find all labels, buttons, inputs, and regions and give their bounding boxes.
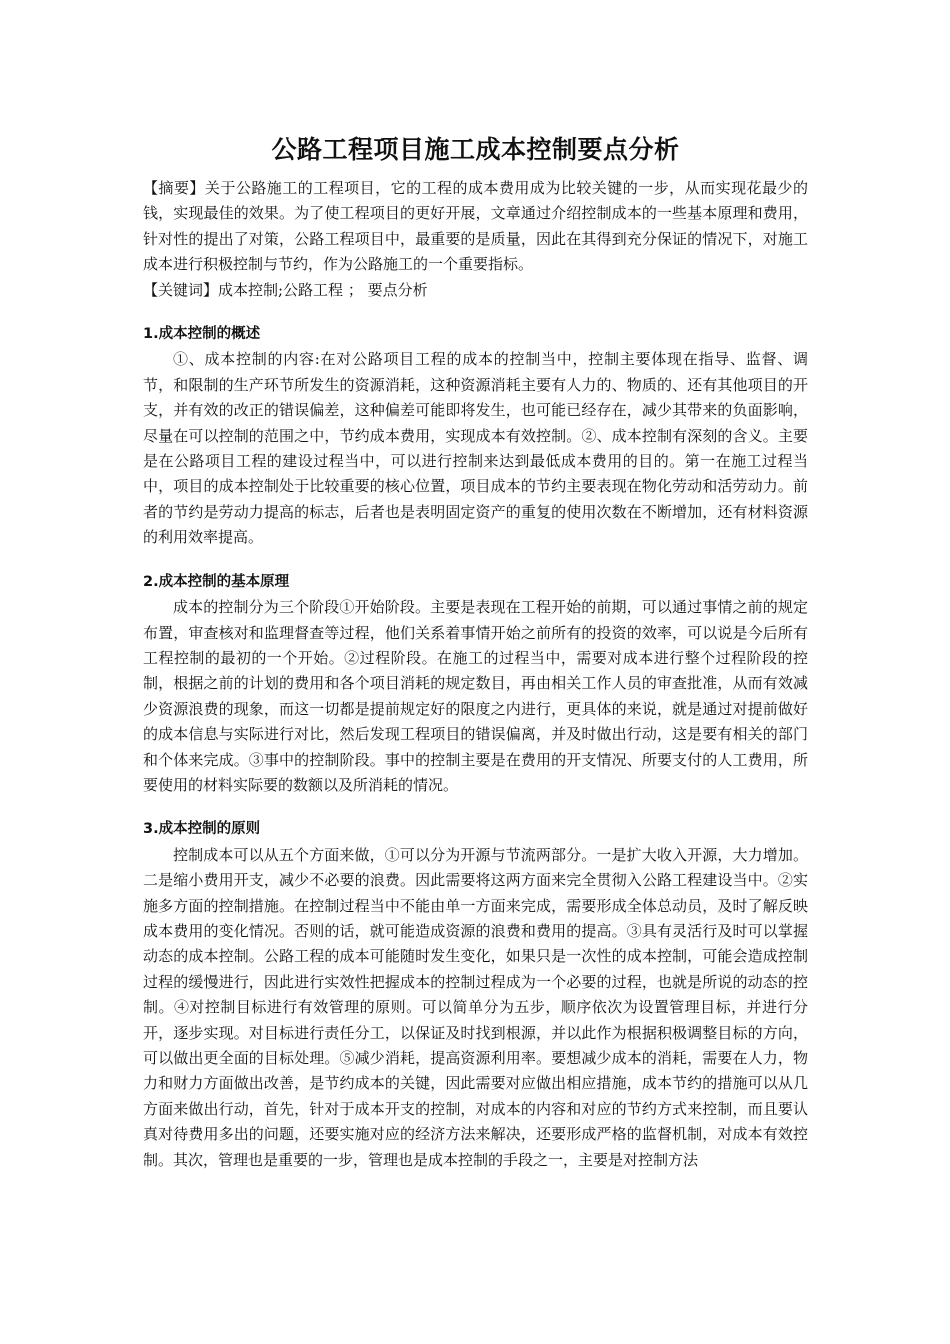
section-basic-principles [143, 570, 808, 799]
section-heading: 1.成本控制的概述 [143, 326, 261, 343]
section-overview [143, 322, 808, 551]
section-heading: 2.成本控制的基本原理 [143, 573, 290, 590]
document-body [143, 132, 808, 1173]
section-principles [143, 817, 808, 1173]
keywords-line: 【关键词】成本控制;公路工程 ； 要点分析 [143, 280, 428, 299]
section-heading: 3.成本控制的原则 [143, 821, 261, 838]
section-paragraph: 成本的控制分为三个阶段①开始阶段。主要是表现在工程开始的前期，可以通过事情之前的规定布置，审查核对和监理督查等过程，他们关系着事情开始之前所有的投资的效率，可以说是今后所有工程控制的最初的一个开始。②过程阶段。在施工的过程当中，需要对成本进行整个过程阶段的控制，根据之前的计划的费用和各个项目消耗的规定数目，再由相关工作人员的审查批准，从而有效减少资源浪费的现象，而这一切都是提前规定好的限度之内进行，更具体的来说，就是通过对提前做好的成本信息与实际进行对比，然后发现工程项目的错误偏离，并及时做出行动，这是要有相关的部门和个体来完成。③事中的控制阶段。事中的控制主要是在费用的开支情况、所要支付的人工费用，所要使用的材料实际要的数额以及所消耗的情况。 [143, 598, 808, 794]
abstract-paragraph: 【摘要】关于公路施工的工程项目，它的工程的成本费用成为比较关键的一步，从而实现花最少的钱，实现最佳的效果。为了使工程项目的更好开展，文章通过介绍控制成本的一些基本原理和费用，针对性的提出了对策，公路工程项目中，最重要的是质量，因此在其得到充分保证的情况下，对施工成本进行积极控制与节约，作为公路施工的一个重要指标。 [143, 179, 808, 274]
section-paragraph: ①、成本控制的内容:在对公路项目工程的成本的控制当中，控制主要体现在指导、监督、调节，和限制的生产环节所发生的资源消耗，这种资源消耗主要有人力的、物质的、还有其他项目的开支，并有效的改正的错误偏差，这种偏差可能即将发生，也可能已经存在，减少其带来的负面影响，尽量在可以控制的范围之中，节约成本费用，实现成本有效控制。②、成本控制有深刻的含义。主要是在公路项目工程的建设过程当中，可以进行控制来达到最低成本费用的目的。第一在施工过程当中，项目的成本控制处于比较重要的核心位置，项目成本的节约主要表现在物化劳动和活劳动力。前者的节约是劳动力提高的标志，后者也是表明固定资产的重复的使用次数在不断增加，还有材料资源的利用效率提高。 [143, 350, 808, 547]
document-title: 公路工程项目施工成本控制要点分析 [271, 135, 680, 164]
section-paragraph: 控制成本可以从五个方面来做，①可以分为开源与节流两部分。一是扩大收入开源，大力增加。二是缩小费用开支，减少不必要的浪费。因此需要将这两方面来完全贯彻入公路工程建设当中。②实施多方面的控制措施。在控制过程当中不能由单一方面来完成，需要形成全体总动员，及时了解反映成本费用的变化情况。否则的话，就可能造成资源的浪费和费用的提高。③具有灵活行及时可以掌握动态的成本控制。公路工程的成本可能随时发生变化，如果只是一次性的成本控制，可能会造成控制过程的缓慢进行，因此进行实效性把握成本的控制过程成为一个必要的过程，也就是所说的动态的控制。④对控制目标进行有效管理的原则。可以简单分为五步，顺序依次为设置管理目标，并进行分开，逐步实现。对目标进行责任分工，以保证及时找到根源，并以此作为根据积极调整目标的方向，可以做出更全面的目标处理。⑤减少消耗，提高资源利用率。要想减少成本的消耗，需要在人力，物力和财力方面做出改善，是节约成本的关键，因此需要对应做出相应措施，成本节约的措施可以从几方面来做出行动，首先，针对于成本开支的控制，对成本的内容和对应的节约方式来控制，而且要认真对待费用多出的问题，还要实施对应的经济方法来解决，还要形成严格的监督机制，对成本有效控制。其次，管理也是重要的一步，管理也是成本控制的手段之一，主要是对控制方法 [143, 845, 808, 1169]
